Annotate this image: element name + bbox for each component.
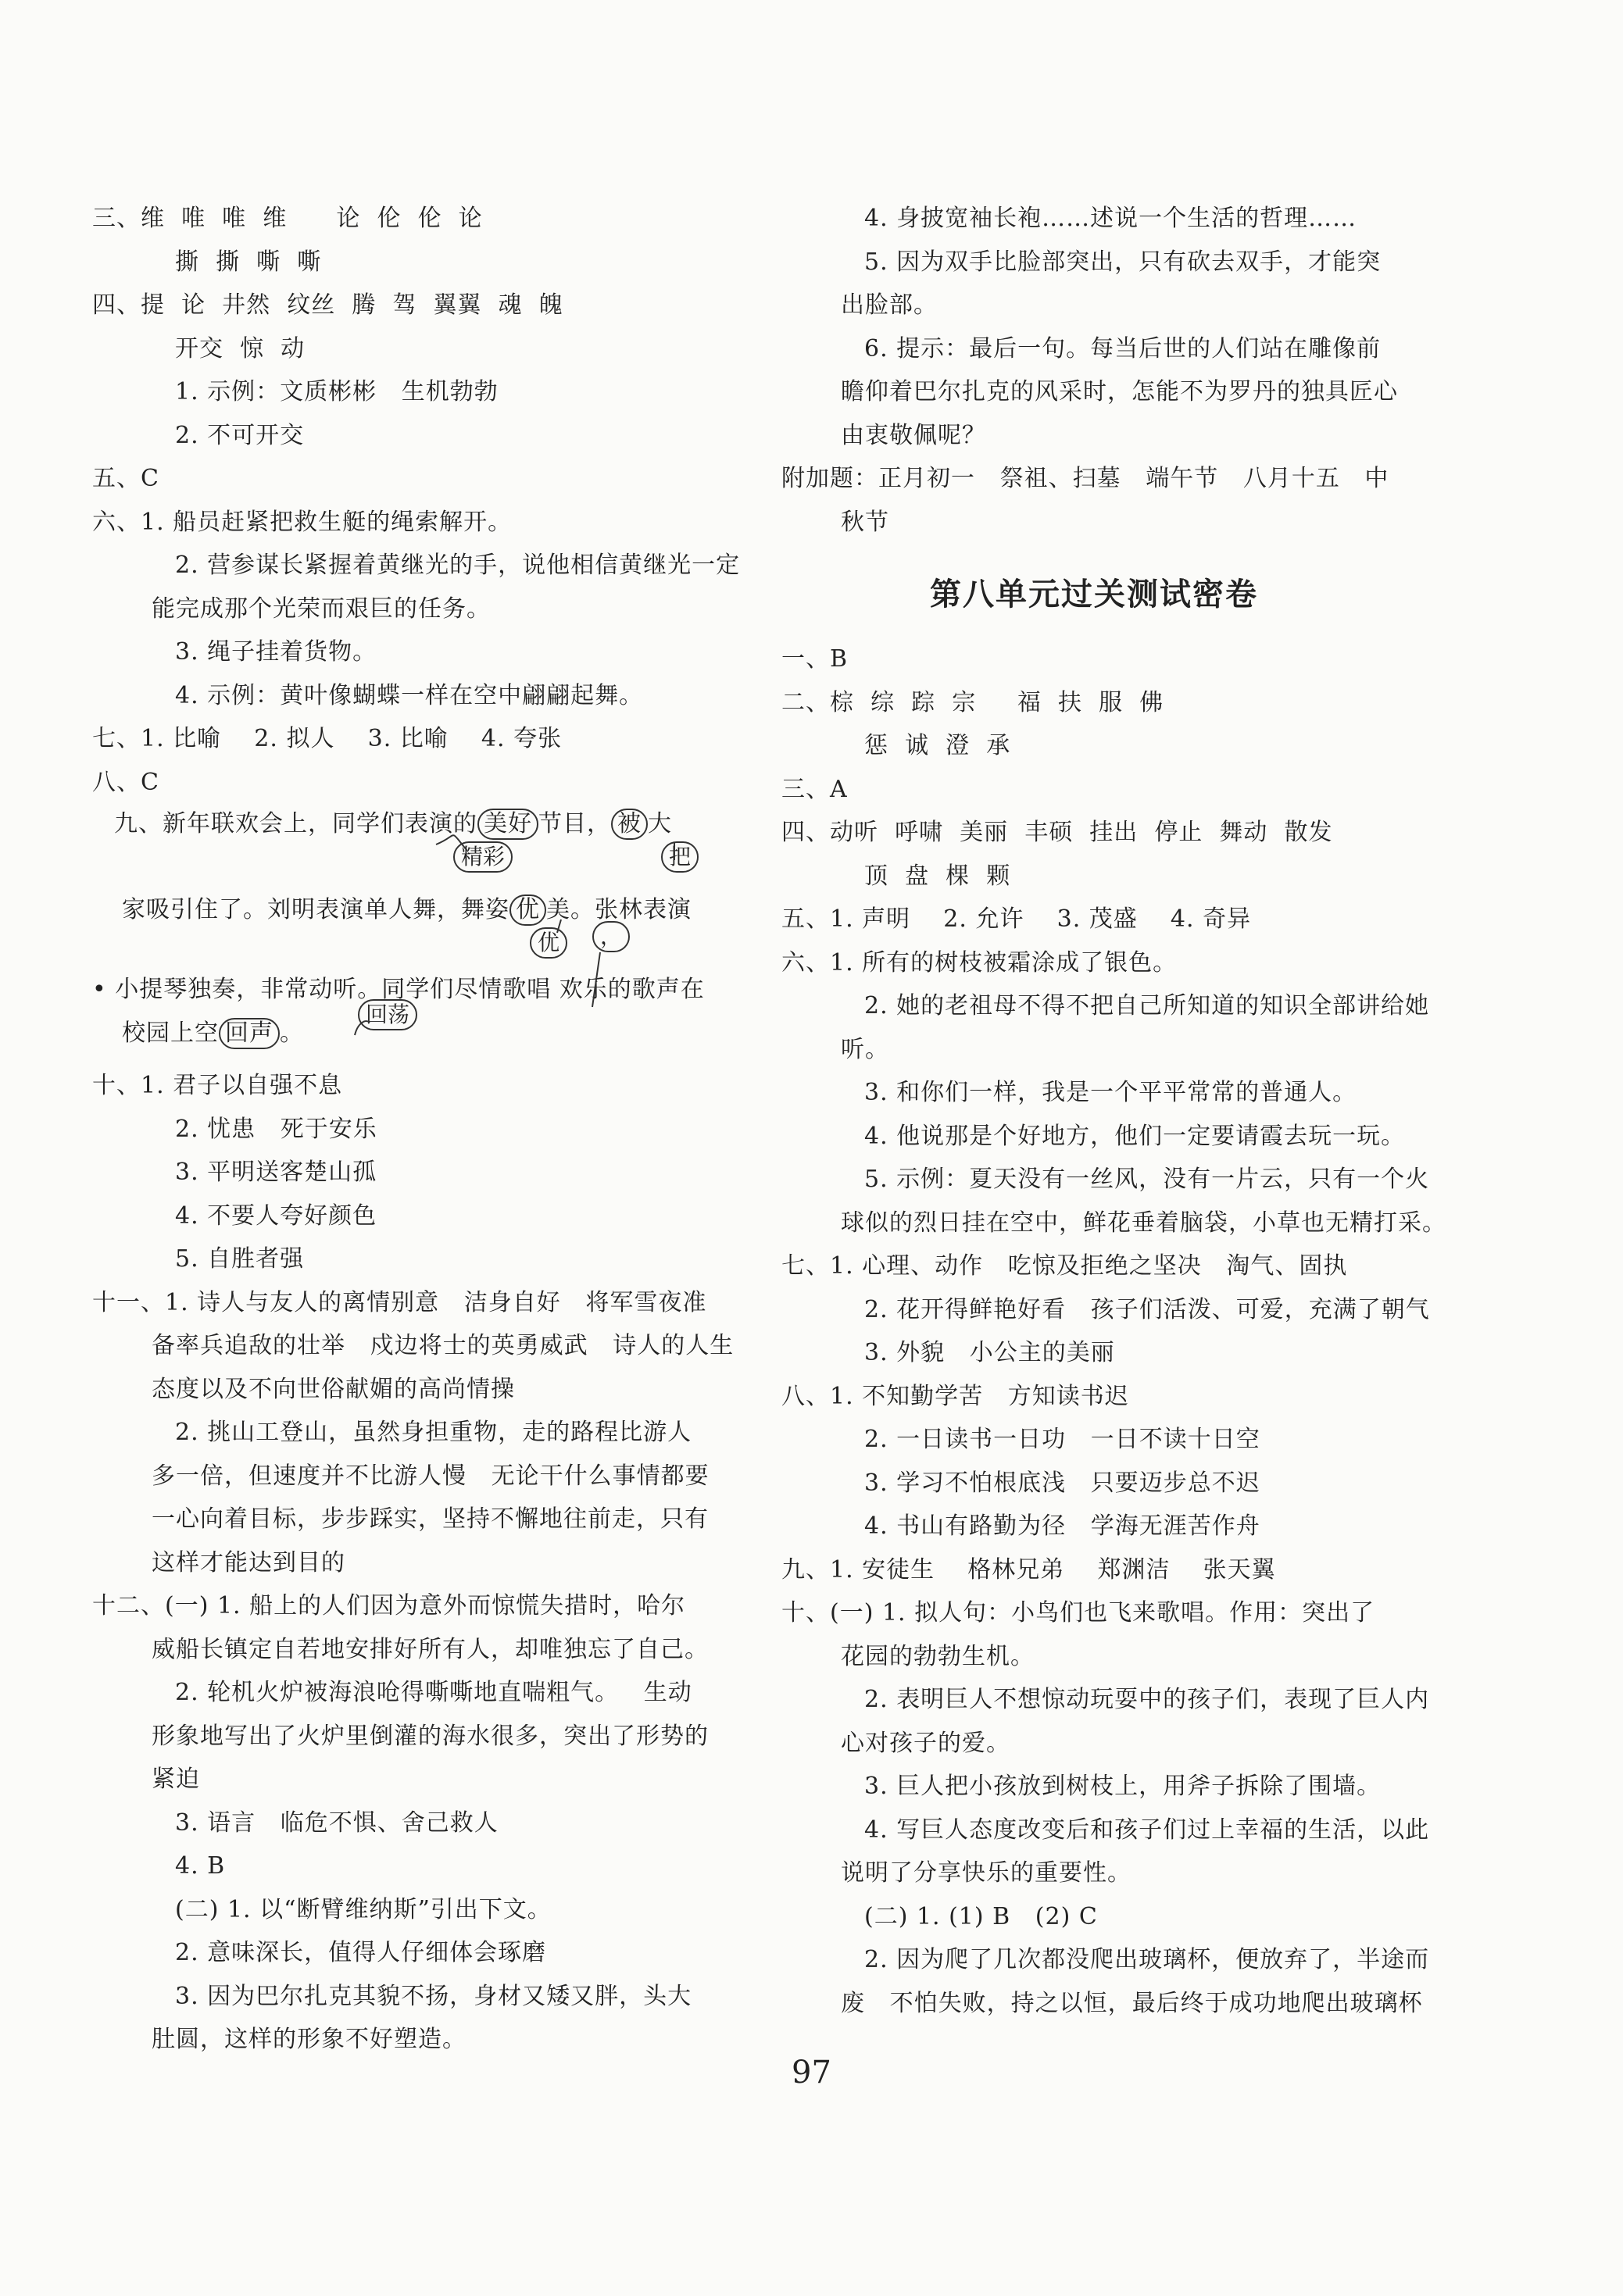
answer-line: 六、1. 船员赶紧把救生艇的绳索解开。	[92, 508, 513, 536]
answer-line: 备率兵追敌的壮举 戍边将士的英勇威武 诗人的人生	[152, 1332, 735, 1359]
answer-line: 五、1. 声明 2. 允许 3. 茂盛 4. 奇异	[781, 905, 1252, 933]
answer-line: 顶 盘 棵 颗	[864, 862, 1011, 890]
answer-line: 3. 学习不怕根底浅 只要迈步总不迟	[864, 1469, 1260, 1497]
answer-line: 一心向着目标，步步踩实，坚持不懈地往前走，只有	[152, 1505, 709, 1533]
insert-you: 优	[530, 927, 567, 959]
answer-line: 3. 和你们一样，我是一个平平常常的普通人。	[864, 1079, 1357, 1106]
insert-comma: ，	[592, 921, 630, 952]
answer-line: 4. 示例：黄叶像蝴蝶一样在空中翩翩起舞。	[175, 681, 644, 709]
answer-line: 4. 他说那是个好地方，他们一定要请霞去玩一玩。	[864, 1122, 1406, 1150]
answer-line: 十、(一) 1. 拟人句：小鸟们也飞来歌唱。作用：突出了	[781, 1599, 1375, 1626]
answer-line: 6. 提示：最后一句。每当后世的人们站在雕像前	[864, 334, 1382, 362]
answer-line: (二) 1. 以“断臂维纳斯”引出下文。	[175, 1895, 552, 1923]
answer-line: 3. 绳子挂着货物。	[175, 638, 377, 666]
answer-line: 2. 不可开交	[175, 421, 305, 449]
answer-line: 七、1. 心理、动作 吃惊及拒绝之坚决 淘气、固执	[781, 1252, 1348, 1280]
answer-line: 能完成那个光荣而艰巨的任务。	[152, 595, 491, 623]
answer-line: 5. 自胜者强	[175, 1245, 305, 1273]
answer-line: 二、棕 综 踪 宗 福 扶 服 佛	[781, 688, 1164, 716]
answer-line: 2. 表明巨人不想惊动玩耍中的孩子们，表现了巨人内	[864, 1686, 1430, 1713]
answer-line: 1. 示例：文质彬彬 生机勃勃	[175, 378, 499, 405]
circled-word-you: 优	[509, 894, 546, 926]
answer-line: (二) 1. (1) B (2) C	[864, 1902, 1098, 1930]
insert-jingcai: 精彩	[453, 841, 513, 873]
answer-line: 4. 写巨人态度改变后和孩子们过上幸福的生活，以此	[864, 1816, 1430, 1844]
answer-line: 开交 惊 动	[175, 334, 306, 362]
answer-line: 5. 因为双手比脸部突出，只有砍去双手，才能突	[864, 248, 1382, 276]
answer-line: 花园的勃勃生机。	[841, 1642, 1035, 1670]
answer-line: 4. 不要人夸好颜色	[175, 1202, 377, 1230]
left-column	[92, 197, 764, 2062]
correction-line-4: 校园上空 回声 。	[122, 1013, 304, 1049]
page-number: 97	[792, 2055, 831, 2091]
answer-line: 由衷敬佩呢？	[841, 421, 986, 449]
answer-line: 废 不怕失败，持之以恒，最后终于成功地爬出玻璃杯	[841, 1989, 1423, 2017]
answer-line: 四、提 论 井然 纹丝 腾 驾 翼翼 魂 魄	[92, 291, 563, 319]
answer-line: 瞻仰着巴尔扎克的风采时，怎能不为罗丹的独具匠心	[841, 378, 1398, 405]
answer-line: 三、A	[781, 775, 848, 803]
left-bottom-answers	[92, 1064, 764, 2062]
correction-line-1: 九、新年联欢会上，同学们表演的 美好 节目， 被 大	[114, 804, 672, 840]
right-bottom-answers	[781, 637, 1446, 2025]
answer-line: 威船长镇定自若地安排好所有人，却唯独忘了自己。	[152, 1635, 709, 1663]
circled-word-huisheng: 回声	[219, 1018, 280, 1049]
answer-line: 2. 一日读书一日功 一日不读十日空	[864, 1426, 1260, 1453]
answer-line: 九、1. 安徒生 格林兄弟 郑渊洁 张天翼	[781, 1555, 1276, 1584]
correction-exercise	[92, 804, 764, 1064]
answer-line: 2. 忧患 死于安乐	[175, 1115, 377, 1143]
answer-line: 4. B	[175, 1852, 226, 1880]
answer-line: 六、1. 所有的树枝被霜涂成了银色。	[781, 948, 1178, 977]
answer-line: 3. 巨人把小孩放到树枝上，用斧子拆除了围墙。	[864, 1773, 1382, 1800]
answer-line: 秋节	[841, 508, 889, 536]
answer-line: 心对孩子的爱。	[841, 1729, 1010, 1757]
answer-line: 八、1. 不知勤学苦 方知读书迟	[781, 1382, 1129, 1410]
answer-line: 3. 外貌 小公主的美丽	[864, 1339, 1115, 1366]
answer-line: 说明了分享快乐的重要性。	[841, 1859, 1131, 1887]
answer-line: 十、1. 君子以自强不息	[92, 1072, 343, 1099]
answer-line: 肚圆，这样的形象不好塑造。	[152, 2026, 467, 2053]
answer-line: 一、B	[781, 645, 849, 673]
answer-line: 多一倍，但速度并不比游人慢 无论干什么事情都要	[152, 1462, 710, 1490]
answer-line: 2. 花开得鲜艳好看 孩子们活泼、可爱，充满了朝气	[864, 1295, 1430, 1323]
circled-word-meihao: 美好	[477, 809, 538, 840]
answer-line: 3. 因为巴尔扎克其貌不扬，身材又矮又胖，头大	[175, 1982, 692, 2010]
right-top-answers	[781, 197, 1407, 544]
answer-line: 形象地写出了火炉里倒灌的海水很多，突出了形势的	[152, 1722, 709, 1750]
answer-line: 2. 挑山工登山，虽然身担重物，走的路程比游人	[175, 1419, 692, 1446]
answer-line: 七、1. 比喻 2. 拟人 3. 比喻 4. 夸张	[92, 725, 563, 752]
answer-line: 2. 意味深长，值得人仔细体会琢磨	[175, 1939, 547, 1966]
insert-huidang: 回荡	[358, 999, 417, 1030]
section-heading: 第八单元过关测试密卷	[930, 577, 1258, 612]
answer-line: 2. 因为爬了几次都没爬出玻璃杯，便放弃了，半途而	[864, 1946, 1430, 1973]
answer-line: 4. 身披宽袖长袍……述说一个生活的哲理……	[864, 205, 1357, 232]
answer-line: 球似的烈日挂在空中，鲜花垂着脑袋，小草也无精打采。	[841, 1209, 1446, 1237]
circled-word-bei: 被	[611, 809, 648, 840]
answer-line: 4. 书山有路勤为径 学海无涯苦作舟	[864, 1512, 1260, 1540]
answer-line: 十二、(一) 1. 船上的人们因为意外而惊慌失措时，哈尔	[92, 1592, 686, 1619]
correction-line-2: 家吸引住了。刘明表演单人舞，舞姿 优 美。张林表演	[122, 890, 692, 926]
answer-line: 附加题：正月初一 祭祖、扫墓 端午节 八月十五 中	[781, 465, 1389, 492]
answer-line: 听。	[841, 1035, 889, 1063]
answer-line: 三、维 唯 唯 维 论 伦 伦 论	[92, 205, 483, 232]
answer-line: 紧迫	[152, 1766, 200, 1793]
correction-marks	[92, 804, 764, 1064]
right-column	[781, 197, 1446, 2025]
correction-line-3: • 小提琴独奏，非常动听。同学们尽情歌唱 欢乐的歌声在	[92, 976, 705, 1003]
answer-line: 5. 示例：夏天没有一丝风，没有一片云，只有一个火	[864, 1166, 1430, 1193]
insert-ba: 把	[661, 841, 699, 873]
answer-line: 2. 轮机火炉被海浪呛得嘶嘶地直喘粗气。 生动	[175, 1679, 692, 1706]
answer-line: 八、C	[92, 768, 159, 796]
answer-line: 3. 平明送客楚山孤	[175, 1159, 377, 1186]
answer-line: 态度以及不向世俗献媚的高尚情操	[152, 1375, 515, 1403]
answer-line: 这样才能达到目的	[152, 1548, 345, 1576]
answer-line: 五、C	[92, 465, 159, 492]
answer-line: 撕 撕 嘶 嘶	[175, 248, 322, 276]
answer-line: 3. 语言 临危不惧、舍己救人	[175, 1809, 499, 1837]
left-top-answers	[92, 197, 764, 804]
answer-line: 出脸部。	[841, 291, 938, 319]
answer-line: 十一、1. 诗人与友人的离情别意 洁身自好 将军雪夜准	[92, 1288, 707, 1316]
answer-line: 2. 她的老祖母不得不把自己所知道的知识全部讲给她	[864, 992, 1430, 1019]
answer-line: 2. 营参谋长紧握着黄继光的手，说他相信黄继光一定	[175, 552, 741, 579]
answer-line: 四、动听 呼啸 美丽 丰硕 挂出 停止 舞动 散发	[781, 819, 1333, 846]
answer-line: 惩 诚 澄 承	[864, 732, 1011, 759]
